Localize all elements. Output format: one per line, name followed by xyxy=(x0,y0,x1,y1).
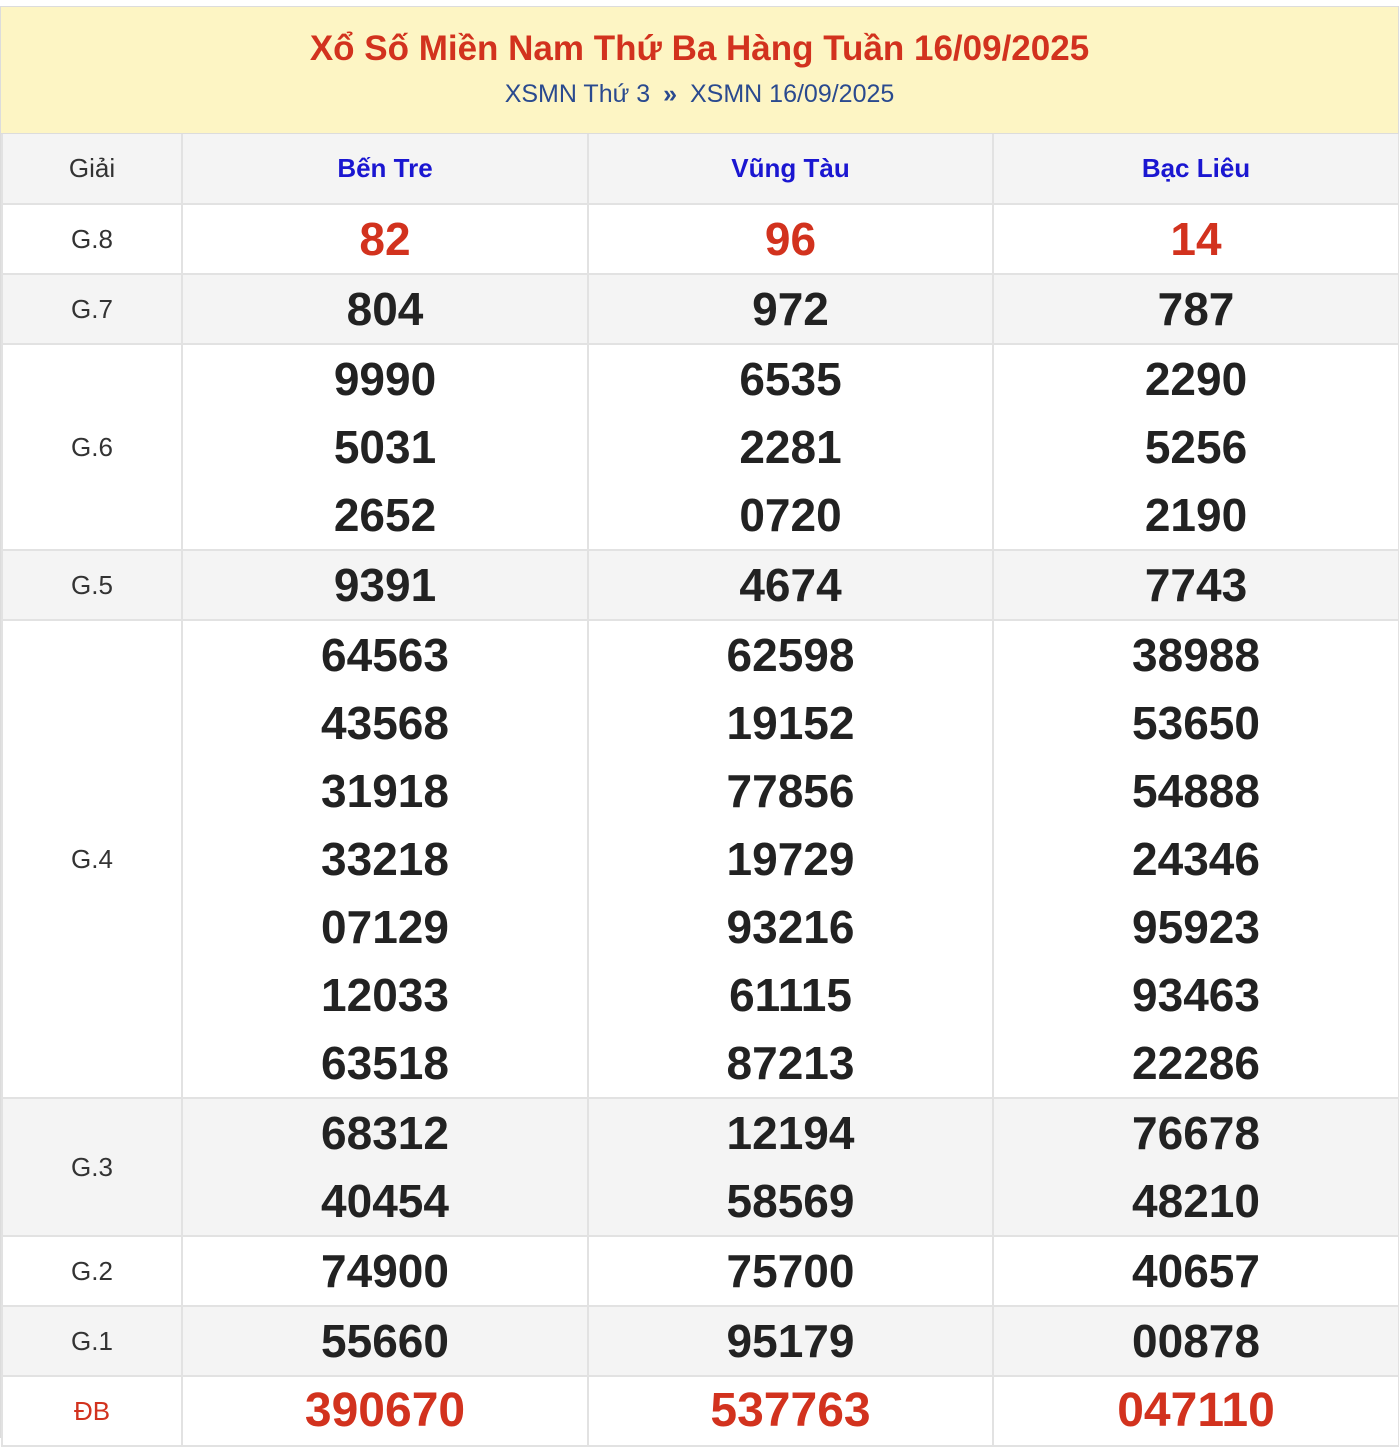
result-number: 12033 xyxy=(321,969,449,1021)
province-name[interactable]: Vũng Tàu xyxy=(731,153,850,183)
prize-label: G.5 xyxy=(71,569,113,600)
results-panel xyxy=(0,6,1399,1438)
result-number: 19729 xyxy=(726,833,855,885)
prize-label-cell xyxy=(2,204,182,274)
results-header xyxy=(1,6,1398,134)
result-number: 0720 xyxy=(739,489,842,541)
result-number: 787 xyxy=(1157,283,1235,335)
result-cell xyxy=(588,1306,993,1376)
result-number: 00878 xyxy=(1132,1315,1260,1367)
prize-label-cell xyxy=(2,1236,182,1306)
prize-label: ĐB xyxy=(73,1395,111,1426)
result-number: 62598 xyxy=(726,629,855,681)
result-cell xyxy=(588,1098,993,1236)
result-cell xyxy=(182,344,588,550)
prize-label-cell xyxy=(2,1376,182,1446)
result-cell xyxy=(588,274,993,344)
prize-label-cell xyxy=(2,274,182,344)
result-number: 77856 xyxy=(726,765,855,817)
prize-column-label: Giải xyxy=(68,153,116,183)
results-table xyxy=(1,134,1399,1447)
result-number: 2290 xyxy=(1144,353,1248,405)
result-number: 40657 xyxy=(1132,1245,1260,1297)
result-number: 63518 xyxy=(321,1037,449,1089)
result-number: 82 xyxy=(359,213,411,265)
result-number: 537763 xyxy=(710,1384,871,1437)
result-cell xyxy=(588,620,993,1098)
result-cell xyxy=(588,1376,993,1446)
result-number: 047110 xyxy=(1117,1384,1275,1437)
result-number: 74900 xyxy=(321,1245,449,1297)
result-number: 6535 xyxy=(739,353,842,405)
result-cell xyxy=(993,204,1399,274)
breadcrumb-separator: » xyxy=(663,80,678,108)
result-number: 07129 xyxy=(321,901,449,953)
result-cell xyxy=(993,344,1399,550)
result-number: 87213 xyxy=(726,1037,855,1089)
result-number: 33218 xyxy=(321,833,449,885)
result-number: 5256 xyxy=(1144,421,1248,473)
result-cell xyxy=(993,274,1399,344)
result-number: 76678 xyxy=(1132,1107,1260,1159)
result-cell xyxy=(993,1236,1399,1306)
result-number: 75700 xyxy=(726,1245,855,1297)
prize-label-cell xyxy=(2,550,182,620)
prize-column-header xyxy=(2,134,182,204)
prize-row xyxy=(2,550,1399,620)
result-number: 40454 xyxy=(321,1175,449,1227)
result-cell xyxy=(182,550,588,620)
result-number: 96 xyxy=(764,213,817,265)
result-number: 48210 xyxy=(1132,1175,1260,1227)
prize-row xyxy=(2,1306,1399,1376)
result-cell xyxy=(993,1098,1399,1236)
prize-row xyxy=(2,204,1399,274)
result-number: 43568 xyxy=(321,697,449,749)
result-number: 31918 xyxy=(321,765,449,817)
prize-label: G.1 xyxy=(71,1325,113,1356)
result-number: 95179 xyxy=(726,1315,855,1367)
result-number: 55660 xyxy=(321,1315,449,1367)
prize-row xyxy=(2,1236,1399,1306)
page-title: Xổ Số Miền Nam Thứ Ba Hàng Tuần 16/09/2025 xyxy=(309,29,1090,68)
prize-label: G.8 xyxy=(71,223,113,254)
prize-label-cell xyxy=(2,344,182,550)
result-number: 93463 xyxy=(1132,969,1260,1021)
breadcrumb-link-weekday[interactable]: XSMN Thứ 3 xyxy=(504,80,651,108)
prize-label: G.3 xyxy=(71,1151,113,1182)
result-number: 9990 xyxy=(333,353,437,405)
result-number: 93216 xyxy=(726,901,855,953)
prize-label: G.7 xyxy=(71,293,113,324)
province-header xyxy=(993,134,1399,204)
result-number: 9391 xyxy=(333,559,437,611)
result-number: 24346 xyxy=(1132,833,1260,885)
province-header xyxy=(588,134,993,204)
result-number: 19152 xyxy=(726,697,855,749)
prize-row xyxy=(2,274,1399,344)
result-cell xyxy=(182,1236,588,1306)
result-cell xyxy=(182,620,588,1098)
result-number: 7743 xyxy=(1144,559,1248,611)
result-cell xyxy=(993,1306,1399,1376)
prize-label: G.6 xyxy=(71,431,113,462)
prize-label-cell xyxy=(2,1098,182,1236)
result-number: 5031 xyxy=(333,421,437,473)
result-cell xyxy=(588,204,993,274)
result-cell xyxy=(182,1098,588,1236)
result-cell xyxy=(588,550,993,620)
result-number: 54888 xyxy=(1132,765,1260,817)
prize-row xyxy=(2,1376,1399,1446)
result-cell xyxy=(993,550,1399,620)
province-name[interactable]: Bến Tre xyxy=(337,153,433,183)
result-number: 58569 xyxy=(726,1175,855,1227)
breadcrumb xyxy=(1,79,1398,109)
prize-row xyxy=(2,344,1399,550)
result-cell xyxy=(588,1236,993,1306)
result-number: 95923 xyxy=(1132,901,1260,953)
result-cell xyxy=(588,344,993,550)
result-number: 22286 xyxy=(1132,1037,1260,1089)
result-number: 14 xyxy=(1170,213,1222,265)
result-cell xyxy=(993,1376,1399,1446)
prize-label: G.2 xyxy=(71,1255,113,1286)
prize-row xyxy=(2,620,1399,1098)
province-header xyxy=(182,134,588,204)
result-number: 12194 xyxy=(726,1107,855,1159)
province-name[interactable]: Bạc Liêu xyxy=(1141,153,1251,183)
result-number: 64563 xyxy=(321,629,449,681)
prize-row xyxy=(2,1098,1399,1236)
result-number: 2652 xyxy=(333,489,437,541)
result-cell xyxy=(182,1306,588,1376)
result-number: 390670 xyxy=(304,1384,466,1437)
result-number: 61115 xyxy=(729,969,852,1021)
result-number: 804 xyxy=(346,283,424,335)
result-number: 2281 xyxy=(739,421,842,473)
result-cell xyxy=(182,274,588,344)
result-number: 53650 xyxy=(1132,697,1260,749)
result-cell xyxy=(182,204,588,274)
prize-label-cell xyxy=(2,1306,182,1376)
result-cell xyxy=(182,1376,588,1446)
result-cell xyxy=(993,620,1399,1098)
result-number: 972 xyxy=(752,283,829,335)
prize-label: G.4 xyxy=(71,843,113,874)
result-number: 38988 xyxy=(1132,629,1260,681)
result-number: 2190 xyxy=(1144,489,1248,541)
breadcrumb-link-date[interactable]: XSMN 16/09/2025 xyxy=(690,80,895,108)
prize-label-cell xyxy=(2,620,182,1098)
table-header-row xyxy=(2,134,1399,204)
result-number: 4674 xyxy=(739,559,842,611)
result-number: 68312 xyxy=(321,1107,449,1159)
